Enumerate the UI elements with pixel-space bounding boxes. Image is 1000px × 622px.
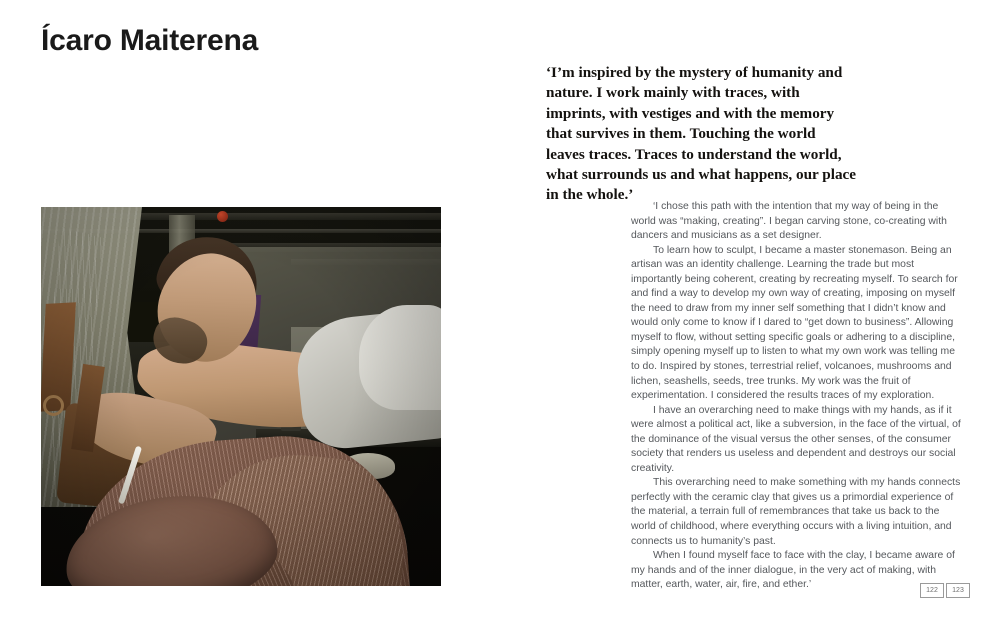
body-paragraph: This overarching need to make something with my hands connects perfectly with the ceramic clay that gives us a primordial experience of the material, a terrain full of remembrances that take us back to the world of childhood, where everything occurs with a living intuition, and connects us to humanity’s past. bbox=[631, 477, 961, 547]
page-number-right: 123 bbox=[946, 583, 970, 598]
pull-quote: ‘I’m inspired by the mystery of humanity and nature. I work mainly with traces, with imprints, with vestiges and with the memory that survives in them. Touching the world leaves traces. Traces to understand the world, what surrounds us and what happens, our place in the whole.’ bbox=[546, 64, 857, 204]
page-number-group bbox=[920, 583, 970, 598]
artist-photograph bbox=[41, 207, 441, 586]
red-light-fixture bbox=[217, 211, 228, 222]
page-title: Ícaro Maiterena bbox=[41, 24, 259, 57]
body-paragraph: I have an overarching need to make things with my hands, as if it were almost a political act, like a subversion, in the face of the virtual, of the dominance of the visual versus the other senses, of the consumer society that renders us useless and dependent and destroys our social creativity. bbox=[631, 404, 961, 474]
body-paragraph: When I found myself face to face with the clay, I became aware of my hands and of the inner dialogue, in the very act of making, with matter, earth, water, air, fire, and ether.’ bbox=[631, 550, 955, 591]
body-paragraph: ‘I chose this path with the intention that my way of being in the world was “making, creating”. I began carving stone, co-creating with dancers and musicians as a set designer. bbox=[631, 201, 947, 242]
page-number-left: 122 bbox=[920, 583, 944, 598]
photo-content bbox=[41, 207, 441, 586]
body-paragraph: To learn how to sculpt, I became a master stonemason. Being an artisan was an identity challenge. Learning the trade but most importantly being coherent, creating by recreating myself. To search for and find a way to develop my own way of creating, imposing on myself the need to draw from my inner self something that I didn’t know and would only come to know if I dared to “get down to business”. Allowing myself to flow, without setting specific goals or adhering to a discipline, simply opening myself up to listen to what my own work was telling me to do. Inspired by stones, terrestrial relief, volcanoes, mushrooms and lichen, seashells, seeds, tree trunks. My work was the fruit of experimentation. I considered the results traces of my exploration. bbox=[631, 244, 958, 402]
body-text-column bbox=[631, 200, 964, 593]
right-page bbox=[500, 0, 1000, 622]
artist-shoulder bbox=[359, 305, 441, 410]
apron-ring bbox=[43, 395, 64, 416]
